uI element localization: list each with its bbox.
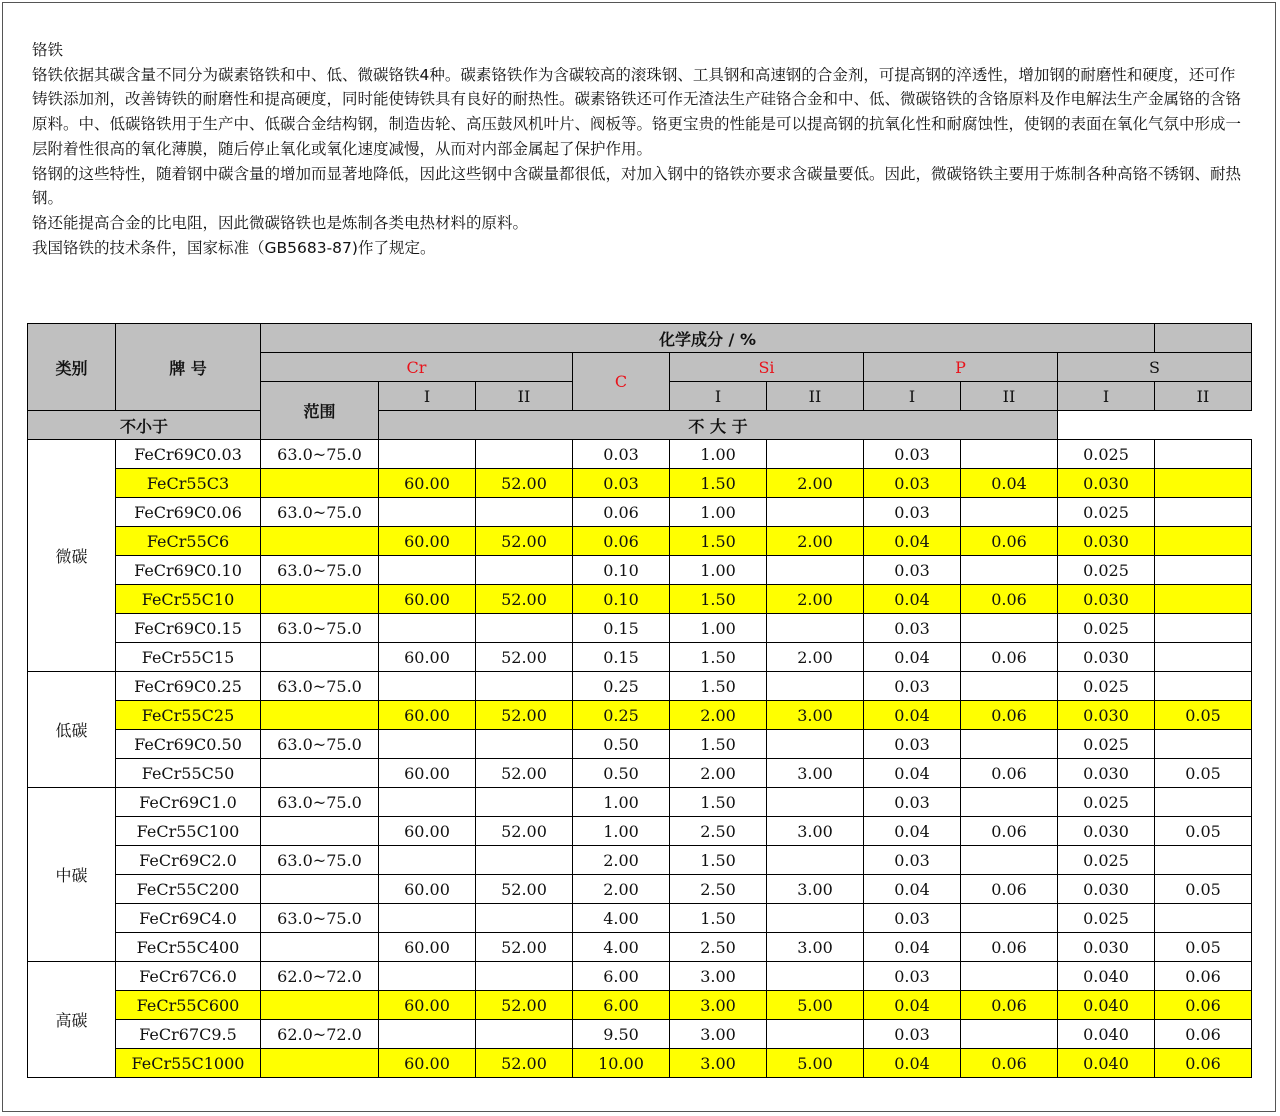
range-cell: 63.0~75.0 bbox=[261, 440, 379, 469]
header-not-less-than: 不小于 bbox=[28, 411, 261, 440]
grade-cell: FeCr55C25 bbox=[116, 701, 261, 730]
s-i-cell: 0.030 bbox=[1058, 643, 1155, 672]
grade-cell: FeCr69C1.0 bbox=[116, 788, 261, 817]
range-cell: 63.0~75.0 bbox=[261, 672, 379, 701]
range-cell: 63.0~75.0 bbox=[261, 846, 379, 875]
cr-ii-cell bbox=[476, 498, 573, 527]
cr-i-cell: 60.00 bbox=[379, 875, 476, 904]
cr-ii-cell: 52.00 bbox=[476, 817, 573, 846]
cr-ii-cell: 52.00 bbox=[476, 759, 573, 788]
c-cell: 1.00 bbox=[573, 817, 670, 846]
p-i-cell: 0.03 bbox=[864, 672, 961, 701]
p-ii-cell bbox=[961, 730, 1058, 759]
range-cell bbox=[261, 643, 379, 672]
p-i-cell: 0.03 bbox=[864, 788, 961, 817]
cr-ii-cell: 52.00 bbox=[476, 933, 573, 962]
p-i-cell: 0.03 bbox=[864, 1020, 961, 1049]
s-ii-cell bbox=[1155, 440, 1252, 469]
header-si-ii: II bbox=[767, 382, 864, 411]
table-row bbox=[28, 788, 1252, 817]
table-row bbox=[28, 962, 1252, 991]
si-i-cell: 1.00 bbox=[670, 614, 767, 643]
s-i-cell: 0.040 bbox=[1058, 991, 1155, 1020]
cr-i-cell: 60.00 bbox=[379, 759, 476, 788]
si-ii-cell bbox=[767, 846, 864, 875]
cr-i-cell bbox=[379, 1020, 476, 1049]
grade-cell: FeCr55C3 bbox=[116, 469, 261, 498]
c-cell: 0.03 bbox=[573, 469, 670, 498]
c-cell: 0.06 bbox=[573, 498, 670, 527]
table-row bbox=[28, 527, 1252, 556]
cr-i-cell bbox=[379, 788, 476, 817]
p-ii-cell: 0.06 bbox=[961, 643, 1058, 672]
header-p-i: I bbox=[864, 382, 961, 411]
range-cell bbox=[261, 1049, 379, 1078]
grade-cell: FeCr67C6.0 bbox=[116, 962, 261, 991]
s-i-cell: 0.030 bbox=[1058, 469, 1155, 498]
range-cell: 63.0~75.0 bbox=[261, 498, 379, 527]
p-i-cell: 0.04 bbox=[864, 643, 961, 672]
category-cell: 微碳 bbox=[28, 440, 116, 672]
table-row bbox=[28, 846, 1252, 875]
p-ii-cell: 0.06 bbox=[961, 527, 1058, 556]
c-cell: 10.00 bbox=[573, 1049, 670, 1078]
s-i-cell: 0.025 bbox=[1058, 672, 1155, 701]
si-i-cell: 1.00 bbox=[670, 498, 767, 527]
s-ii-cell bbox=[1155, 643, 1252, 672]
s-ii-cell bbox=[1155, 788, 1252, 817]
si-ii-cell: 2.00 bbox=[767, 585, 864, 614]
p-i-cell: 0.03 bbox=[864, 440, 961, 469]
cr-ii-cell bbox=[476, 440, 573, 469]
p-i-cell: 0.04 bbox=[864, 817, 961, 846]
grade-cell: FeCr55C15 bbox=[116, 643, 261, 672]
s-ii-cell: 0.06 bbox=[1155, 1020, 1252, 1049]
s-i-cell: 0.030 bbox=[1058, 701, 1155, 730]
c-cell: 9.50 bbox=[573, 1020, 670, 1049]
grade-cell: FeCr69C0.10 bbox=[116, 556, 261, 585]
grade-cell: FeCr69C0.15 bbox=[116, 614, 261, 643]
grade-cell: FeCr55C6 bbox=[116, 527, 261, 556]
cr-i-cell: 60.00 bbox=[379, 585, 476, 614]
header-cr-ii: II bbox=[476, 382, 573, 411]
si-i-cell: 2.00 bbox=[670, 759, 767, 788]
s-i-cell: 0.030 bbox=[1058, 933, 1155, 962]
si-ii-cell: 3.00 bbox=[767, 875, 864, 904]
si-i-cell: 1.50 bbox=[670, 730, 767, 759]
cr-i-cell bbox=[379, 440, 476, 469]
si-i-cell: 3.00 bbox=[670, 1049, 767, 1078]
cr-ii-cell bbox=[476, 962, 573, 991]
range-cell bbox=[261, 701, 379, 730]
p-i-cell: 0.03 bbox=[864, 556, 961, 585]
header-s: S bbox=[1058, 353, 1252, 382]
cr-ii-cell bbox=[476, 1020, 573, 1049]
p-i-cell: 0.04 bbox=[864, 759, 961, 788]
si-ii-cell: 5.00 bbox=[767, 991, 864, 1020]
p-i-cell: 0.03 bbox=[864, 614, 961, 643]
c-cell: 0.25 bbox=[573, 672, 670, 701]
s-ii-cell: 0.06 bbox=[1155, 962, 1252, 991]
si-ii-cell bbox=[767, 498, 864, 527]
header-grade: 牌 号 bbox=[116, 324, 261, 411]
cr-i-cell: 60.00 bbox=[379, 991, 476, 1020]
si-ii-cell: 5.00 bbox=[767, 1049, 864, 1078]
range-cell: 63.0~75.0 bbox=[261, 614, 379, 643]
range-cell bbox=[261, 527, 379, 556]
cr-i-cell bbox=[379, 556, 476, 585]
s-ii-cell bbox=[1155, 527, 1252, 556]
c-cell: 6.00 bbox=[573, 962, 670, 991]
grade-cell: FeCr69C4.0 bbox=[116, 904, 261, 933]
s-ii-cell: 0.05 bbox=[1155, 817, 1252, 846]
s-i-cell: 0.030 bbox=[1058, 817, 1155, 846]
grade-cell: FeCr55C1000 bbox=[116, 1049, 261, 1078]
si-i-cell: 1.50 bbox=[670, 585, 767, 614]
p-ii-cell bbox=[961, 846, 1058, 875]
range-cell: 63.0~75.0 bbox=[261, 730, 379, 759]
s-ii-cell bbox=[1155, 556, 1252, 585]
si-ii-cell bbox=[767, 962, 864, 991]
table-body bbox=[28, 440, 1252, 1078]
ferrochrome-spec-table bbox=[27, 323, 1252, 1078]
p-ii-cell bbox=[961, 962, 1058, 991]
cr-ii-cell bbox=[476, 556, 573, 585]
si-ii-cell: 2.00 bbox=[767, 527, 864, 556]
si-ii-cell: 3.00 bbox=[767, 701, 864, 730]
cr-ii-cell: 52.00 bbox=[476, 1049, 573, 1078]
s-ii-cell bbox=[1155, 614, 1252, 643]
s-ii-cell: 0.05 bbox=[1155, 759, 1252, 788]
table-row bbox=[28, 701, 1252, 730]
c-cell: 0.50 bbox=[573, 759, 670, 788]
c-cell: 2.00 bbox=[573, 846, 670, 875]
range-cell: 63.0~75.0 bbox=[261, 788, 379, 817]
p-ii-cell bbox=[961, 904, 1058, 933]
range-cell bbox=[261, 933, 379, 962]
si-ii-cell bbox=[767, 904, 864, 933]
c-cell: 2.00 bbox=[573, 875, 670, 904]
p-ii-cell bbox=[961, 440, 1058, 469]
si-i-cell: 1.00 bbox=[670, 440, 767, 469]
s-ii-cell: 0.05 bbox=[1155, 933, 1252, 962]
c-cell: 0.06 bbox=[573, 527, 670, 556]
grade-cell: FeCr69C2.0 bbox=[116, 846, 261, 875]
cr-ii-cell bbox=[476, 788, 573, 817]
p-i-cell: 0.04 bbox=[864, 1049, 961, 1078]
table-row bbox=[28, 469, 1252, 498]
s-ii-cell bbox=[1155, 585, 1252, 614]
grade-cell: FeCr69C0.25 bbox=[116, 672, 261, 701]
category-cell: 中碳 bbox=[28, 788, 116, 962]
cr-i-cell bbox=[379, 672, 476, 701]
table-row bbox=[28, 875, 1252, 904]
si-i-cell: 1.50 bbox=[670, 788, 767, 817]
si-i-cell: 2.50 bbox=[670, 933, 767, 962]
range-cell bbox=[261, 875, 379, 904]
si-ii-cell bbox=[767, 730, 864, 759]
range-cell bbox=[261, 759, 379, 788]
s-ii-cell bbox=[1155, 672, 1252, 701]
s-ii-cell bbox=[1155, 498, 1252, 527]
range-cell: 63.0~75.0 bbox=[261, 556, 379, 585]
header-p-ii: II bbox=[961, 382, 1058, 411]
cr-i-cell: 60.00 bbox=[379, 469, 476, 498]
grade-cell: FeCr55C600 bbox=[116, 991, 261, 1020]
si-ii-cell bbox=[767, 440, 864, 469]
p-ii-cell: 0.06 bbox=[961, 759, 1058, 788]
table-row bbox=[28, 817, 1252, 846]
cr-i-cell bbox=[379, 614, 476, 643]
si-i-cell: 1.50 bbox=[670, 469, 767, 498]
p-i-cell: 0.03 bbox=[864, 498, 961, 527]
p-ii-cell: 0.04 bbox=[961, 469, 1058, 498]
cr-i-cell bbox=[379, 498, 476, 527]
category-cell: 高碳 bbox=[28, 962, 116, 1078]
si-ii-cell: 2.00 bbox=[767, 469, 864, 498]
grade-cell: FeCr55C400 bbox=[116, 933, 261, 962]
s-i-cell: 0.040 bbox=[1058, 1020, 1155, 1049]
si-i-cell: 2.50 bbox=[670, 875, 767, 904]
cr-i-cell bbox=[379, 730, 476, 759]
range-cell bbox=[261, 991, 379, 1020]
s-ii-cell bbox=[1155, 846, 1252, 875]
table-row bbox=[28, 440, 1252, 469]
header-cr: Cr bbox=[261, 353, 573, 382]
p-ii-cell bbox=[961, 672, 1058, 701]
s-i-cell: 0.025 bbox=[1058, 904, 1155, 933]
table-row bbox=[28, 585, 1252, 614]
s-i-cell: 0.040 bbox=[1058, 1049, 1155, 1078]
p-ii-cell: 0.06 bbox=[961, 991, 1058, 1020]
c-cell: 1.00 bbox=[573, 788, 670, 817]
header-s-i: I bbox=[1058, 382, 1155, 411]
grade-cell: FeCr55C100 bbox=[116, 817, 261, 846]
p-ii-cell bbox=[961, 614, 1058, 643]
p-i-cell: 0.04 bbox=[864, 527, 961, 556]
table-row bbox=[28, 643, 1252, 672]
s-i-cell: 0.030 bbox=[1058, 875, 1155, 904]
range-cell: 62.0~72.0 bbox=[261, 962, 379, 991]
table-row bbox=[28, 730, 1252, 759]
s-ii-cell bbox=[1155, 730, 1252, 759]
cr-ii-cell: 52.00 bbox=[476, 991, 573, 1020]
si-i-cell: 2.50 bbox=[670, 817, 767, 846]
cr-i-cell bbox=[379, 846, 476, 875]
header-s-ii: II bbox=[1155, 382, 1252, 411]
cr-ii-cell: 52.00 bbox=[476, 643, 573, 672]
cr-ii-cell bbox=[476, 614, 573, 643]
cr-i-cell bbox=[379, 904, 476, 933]
range-cell: 63.0~75.0 bbox=[261, 904, 379, 933]
p-i-cell: 0.04 bbox=[864, 585, 961, 614]
si-i-cell: 1.00 bbox=[670, 556, 767, 585]
cr-ii-cell: 52.00 bbox=[476, 469, 573, 498]
c-cell: 0.10 bbox=[573, 556, 670, 585]
s-i-cell: 0.025 bbox=[1058, 556, 1155, 585]
p-ii-cell: 0.06 bbox=[961, 875, 1058, 904]
si-i-cell: 2.00 bbox=[670, 701, 767, 730]
p-ii-cell: 0.06 bbox=[961, 585, 1058, 614]
intro-text bbox=[32, 38, 1247, 260]
p-ii-cell: 0.06 bbox=[961, 701, 1058, 730]
c-cell: 0.03 bbox=[573, 440, 670, 469]
table-row bbox=[28, 556, 1252, 585]
s-ii-cell: 0.06 bbox=[1155, 1049, 1252, 1078]
c-cell: 0.50 bbox=[573, 730, 670, 759]
grade-cell: FeCr69C0.03 bbox=[116, 440, 261, 469]
p-ii-cell bbox=[961, 556, 1058, 585]
si-ii-cell bbox=[767, 788, 864, 817]
s-ii-cell: 0.05 bbox=[1155, 701, 1252, 730]
s-i-cell: 0.025 bbox=[1058, 846, 1155, 875]
si-i-cell: 1.50 bbox=[670, 846, 767, 875]
si-ii-cell: 3.00 bbox=[767, 817, 864, 846]
s-ii-cell: 0.06 bbox=[1155, 991, 1252, 1020]
s-i-cell: 0.040 bbox=[1058, 962, 1155, 991]
header-si: Si bbox=[670, 353, 864, 382]
header-c: C bbox=[573, 353, 670, 411]
si-ii-cell: 3.00 bbox=[767, 759, 864, 788]
grade-cell: FeCr55C10 bbox=[116, 585, 261, 614]
si-i-cell: 1.50 bbox=[670, 904, 767, 933]
si-ii-cell bbox=[767, 672, 864, 701]
p-i-cell: 0.04 bbox=[864, 701, 961, 730]
grade-cell: FeCr69C0.06 bbox=[116, 498, 261, 527]
grade-cell: FeCr67C9.5 bbox=[116, 1020, 261, 1049]
s-i-cell: 0.025 bbox=[1058, 614, 1155, 643]
si-i-cell: 3.00 bbox=[670, 1020, 767, 1049]
range-cell: 62.0~72.0 bbox=[261, 1020, 379, 1049]
s-i-cell: 0.030 bbox=[1058, 527, 1155, 556]
header-category: 类别 bbox=[28, 324, 116, 411]
si-ii-cell bbox=[767, 1020, 864, 1049]
grade-cell: FeCr69C0.50 bbox=[116, 730, 261, 759]
c-cell: 0.15 bbox=[573, 643, 670, 672]
si-ii-cell bbox=[767, 556, 864, 585]
cr-i-cell: 60.00 bbox=[379, 817, 476, 846]
cr-ii-cell bbox=[476, 904, 573, 933]
cr-i-cell bbox=[379, 962, 476, 991]
cr-ii-cell bbox=[476, 672, 573, 701]
cr-ii-cell: 52.00 bbox=[476, 701, 573, 730]
si-i-cell: 3.00 bbox=[670, 962, 767, 991]
document-title: 铬铁 bbox=[32, 41, 64, 59]
cr-ii-cell: 52.00 bbox=[476, 875, 573, 904]
s-ii-cell bbox=[1155, 904, 1252, 933]
c-cell: 4.00 bbox=[573, 933, 670, 962]
p-ii-cell bbox=[961, 1020, 1058, 1049]
si-ii-cell: 2.00 bbox=[767, 643, 864, 672]
s-ii-cell: 0.05 bbox=[1155, 875, 1252, 904]
si-ii-cell: 3.00 bbox=[767, 933, 864, 962]
table-row bbox=[28, 759, 1252, 788]
p-i-cell: 0.03 bbox=[864, 846, 961, 875]
s-i-cell: 0.030 bbox=[1058, 585, 1155, 614]
c-cell: 0.25 bbox=[573, 701, 670, 730]
table-row bbox=[28, 933, 1252, 962]
p-i-cell: 0.03 bbox=[864, 469, 961, 498]
table-row bbox=[28, 991, 1252, 1020]
table-row bbox=[28, 1020, 1252, 1049]
c-cell: 4.00 bbox=[573, 904, 670, 933]
p-ii-cell bbox=[961, 498, 1058, 527]
table-row bbox=[28, 1049, 1252, 1078]
si-i-cell: 1.50 bbox=[670, 672, 767, 701]
p-ii-cell: 0.06 bbox=[961, 817, 1058, 846]
cr-i-cell: 60.00 bbox=[379, 527, 476, 556]
header-cr-i: I bbox=[379, 382, 476, 411]
si-i-cell: 3.00 bbox=[670, 991, 767, 1020]
si-ii-cell bbox=[767, 614, 864, 643]
si-i-cell: 1.50 bbox=[670, 643, 767, 672]
range-cell bbox=[261, 585, 379, 614]
p-ii-cell: 0.06 bbox=[961, 933, 1058, 962]
paragraph-3: 铬还能提高合金的比电阻，因此微碳铬铁也是炼制各类电热材料的原料。 bbox=[32, 213, 529, 232]
s-i-cell: 0.025 bbox=[1058, 498, 1155, 527]
p-i-cell: 0.04 bbox=[864, 875, 961, 904]
cr-i-cell: 60.00 bbox=[379, 701, 476, 730]
p-i-cell: 0.03 bbox=[864, 962, 961, 991]
category-cell: 低碳 bbox=[28, 672, 116, 788]
table-row bbox=[28, 614, 1252, 643]
cr-ii-cell bbox=[476, 846, 573, 875]
p-i-cell: 0.04 bbox=[864, 933, 961, 962]
header-p: P bbox=[864, 353, 1058, 382]
table-row bbox=[28, 672, 1252, 701]
c-cell: 0.15 bbox=[573, 614, 670, 643]
s-i-cell: 0.025 bbox=[1058, 730, 1155, 759]
p-ii-cell bbox=[961, 788, 1058, 817]
paragraph-4: 我国铬铁的技术条件，国家标准（GB5683-87)作了规定。 bbox=[32, 238, 436, 257]
p-ii-cell: 0.06 bbox=[961, 1049, 1058, 1078]
cr-ii-cell bbox=[476, 730, 573, 759]
grade-cell: FeCr55C200 bbox=[116, 875, 261, 904]
paragraph-2: 铬钢的这些特性，随着钢中碳含量的增加而显著地降低，因此这些钢中含碳量都很低，对加入钢中的铬铁亦要求含碳量要低。因此，微碳铬铁主要用于炼制各种高铬不锈钢、耐热钢。 bbox=[32, 164, 1242, 208]
range-cell bbox=[261, 469, 379, 498]
s-i-cell: 0.025 bbox=[1058, 788, 1155, 817]
cr-ii-cell: 52.00 bbox=[476, 527, 573, 556]
si-i-cell: 1.50 bbox=[670, 527, 767, 556]
p-i-cell: 0.03 bbox=[864, 904, 961, 933]
header-blank bbox=[1155, 324, 1252, 353]
header-chemical-composition: 化学成分 / % bbox=[261, 324, 1155, 353]
p-i-cell: 0.03 bbox=[864, 730, 961, 759]
header-si-i: I bbox=[670, 382, 767, 411]
s-i-cell: 0.025 bbox=[1058, 440, 1155, 469]
cr-i-cell: 60.00 bbox=[379, 643, 476, 672]
p-i-cell: 0.04 bbox=[864, 991, 961, 1020]
c-cell: 6.00 bbox=[573, 991, 670, 1020]
header-range: 范围 bbox=[261, 382, 379, 440]
s-i-cell: 0.030 bbox=[1058, 759, 1155, 788]
cr-i-cell: 60.00 bbox=[379, 933, 476, 962]
s-ii-cell bbox=[1155, 469, 1252, 498]
grade-cell: FeCr55C50 bbox=[116, 759, 261, 788]
cr-i-cell: 60.00 bbox=[379, 1049, 476, 1078]
table-row bbox=[28, 498, 1252, 527]
c-cell: 0.10 bbox=[573, 585, 670, 614]
paragraph-1: 铬铁依据其碳含量不同分为碳素铬铁和中、低、微碳铬铁4种。碳素铬铁作为含碳较高的滚珠钢、工具钢和高速钢的合金剂，可提高钢的淬透性，增加钢的耐磨性和硬度，还可作铸铁添加剂，改善铸铁的耐磨性和提高硬度，同时能使铸铁具有良好的耐热性。碳素铬铁还可作无渣法生产硅铬合金和中、低、微碳铬铁的含铬原料及作电解法生产金属铬的含铬原料。中、低碳铬铁用于生产中、低碳合金结构钢，制造齿轮、高压鼓风机叶片、阀板等。铬更宝贵的性能是可以提高钢的抗氧化性和耐腐蚀性，使钢的表面在氧化气氛中形成一层附着性很高的氧化薄膜，随后停止氧化或氧化速度减慢，从而对内部金属起了保护作用。 bbox=[32, 65, 1242, 158]
cr-ii-cell: 52.00 bbox=[476, 585, 573, 614]
range-cell bbox=[261, 817, 379, 846]
header-not-more-than: 不 大 于 bbox=[379, 411, 1058, 440]
table-row bbox=[28, 904, 1252, 933]
